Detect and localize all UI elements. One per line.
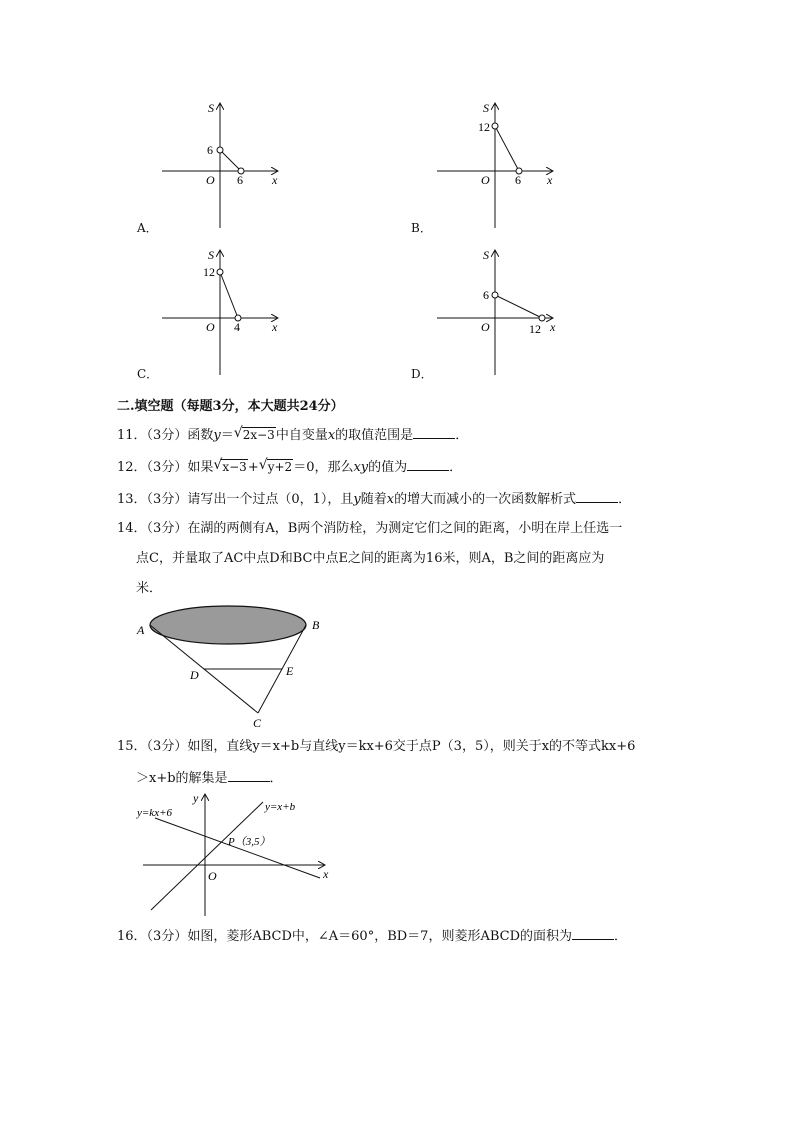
option-c-label[interactable]: C． <box>137 367 159 381</box>
svg-text:S: S <box>483 248 489 262</box>
sqrt-expression-2: √ y+2 <box>258 457 293 474</box>
line-2-label: y=x+b <box>265 801 296 813</box>
question-16: 16．（3分）如图，菱形ABCD中，∠A＝60°，BD＝7，则菱形ABCD的面积为 ． <box>117 926 627 946</box>
option-a-graph <box>150 98 290 233</box>
svg-text:4: 4 <box>234 320 240 334</box>
svg-text:S: S <box>208 248 214 262</box>
lake-triangle-figure <box>130 603 330 733</box>
question-15-line-1: 15．（3分）如图，直线y＝x+b与直线y＝kx+6交于点P（3，5），则关于x的不等式kx+6 <box>117 739 636 754</box>
answer-blank-12[interactable] <box>407 457 449 471</box>
point-p-label: P（3,5） <box>228 836 271 848</box>
svg-text:12: 12 <box>203 265 215 279</box>
x-tick-label: 6 <box>237 173 243 187</box>
svg-text:O: O <box>206 320 215 334</box>
point-d-label: D <box>190 668 199 682</box>
svg-text:O: O <box>481 320 490 334</box>
intersecting-lines-figure <box>135 790 345 920</box>
question-15-line-2: ＞x+b的解集是 ． <box>136 768 283 788</box>
svg-text:12: 12 <box>529 322 541 336</box>
question-14-line-3: 米． <box>136 581 163 596</box>
svg-text:12: 12 <box>478 120 490 134</box>
lake-ellipse <box>150 606 306 644</box>
svg-text:6: 6 <box>483 288 489 302</box>
origin-label: O <box>208 869 217 883</box>
point-a-label: A <box>137 623 145 637</box>
svg-text:6: 6 <box>515 173 521 187</box>
point-e-label: E <box>286 664 294 678</box>
sqrt-expression-1: √ x−3 <box>213 457 247 474</box>
axis-s-label: S <box>208 101 214 115</box>
answer-blank-15[interactable] <box>228 768 270 782</box>
line-1-label: y=kx+6 <box>137 807 172 819</box>
x-axis-label: x <box>323 867 329 881</box>
answer-blank-13[interactable] <box>576 489 618 503</box>
question-13: 13．（3分）请写出一个过点（0，1），且y随着x的增大而减小的一次函数解析式 ． <box>117 489 631 509</box>
y-tick-label: 6 <box>207 143 213 157</box>
svg-text:x: x <box>272 320 278 334</box>
origin-label: O <box>206 173 215 187</box>
option-d-graph <box>425 245 565 380</box>
option-b-graph <box>425 98 565 233</box>
answer-blank-16[interactable] <box>572 926 614 940</box>
option-a-label[interactable]: A． <box>137 221 158 235</box>
question-14-line-2: 点C，并量取了AC中点D和BC中点E之间的距离为16米，则A，B之间的距离应为 <box>136 551 605 566</box>
question-14-line-1: 14．（3分）在湖的两侧有A，B两个消防栓，为测定它们之间的距离，小明在岸上任选一 <box>117 521 623 536</box>
sqrt-expression: √ 2x−3 <box>233 425 275 442</box>
option-c-graph <box>150 245 290 380</box>
point-c-label: C <box>253 716 262 730</box>
axis-x-label: x <box>272 173 278 187</box>
option-b-label[interactable]: B． <box>411 221 432 235</box>
option-d-label[interactable]: D． <box>411 367 433 381</box>
svg-text:x: x <box>550 320 556 334</box>
y-axis-label: y <box>193 791 199 805</box>
section-title: 二.填空题（每题3分，本大题共24分） <box>117 399 344 414</box>
svg-text:x: x <box>547 173 553 187</box>
svg-text:S: S <box>483 101 489 115</box>
question-12: 12．（3分）如果 √ x−3+ √ y+2＝0，那么xy的值为 ． <box>117 457 463 475</box>
answer-blank-11[interactable] <box>413 425 455 439</box>
question-11: 11．（3分）函数y＝ √ 2x−3中自变量x的取值范围是 ． <box>117 425 469 443</box>
svg-text:O: O <box>481 173 490 187</box>
point-b-label: B <box>312 618 320 632</box>
